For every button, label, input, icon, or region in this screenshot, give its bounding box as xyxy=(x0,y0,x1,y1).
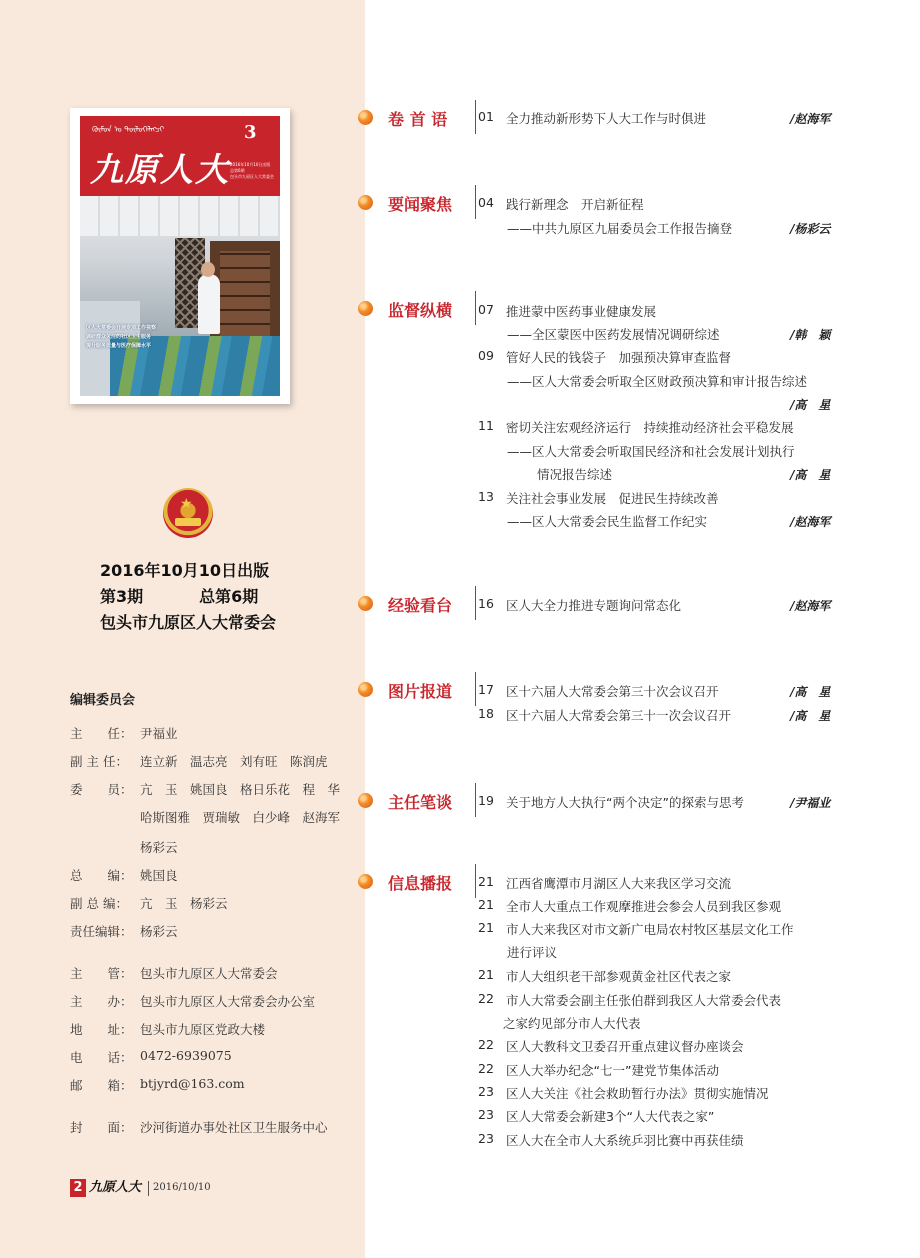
entry-subtitle: ——区人大常委会听取全区财政预决算和审计报告综述 xyxy=(507,374,808,389)
entry-author: /赵海军 xyxy=(790,112,831,126)
entry-title: 市人大常委会副主任张伯群到我区人大常委会代表 xyxy=(506,993,782,1008)
section-name: 要闻聚焦 xyxy=(388,195,453,214)
entry-title: 区十六届人大常委会第三十次会议召开 xyxy=(506,684,719,699)
footer-title: 九原人大 xyxy=(89,1180,142,1195)
cover-meta-line: 2016年10月10日出版 xyxy=(230,162,271,167)
toc-entry[interactable] xyxy=(478,348,838,366)
entry-title: 区人大教科文卫委召开重点建议督办座谈会 xyxy=(506,1039,744,1054)
entry-page: 23 xyxy=(478,1131,494,1146)
entry-title: 践行新理念 开启新征程 xyxy=(506,197,644,212)
toc-entry[interactable] xyxy=(478,1107,838,1125)
cover-meta-line: 总第6期 xyxy=(230,168,245,173)
entry-subtitle: ——区人大常委会听取国民经济和社会发展计划执行 xyxy=(507,444,795,459)
entry-subtitle: ——中共九原区九届委员会工作报告摘登 xyxy=(507,221,733,236)
entry-title: 市人大来我区对市文新广电局农村牧区基层文化工作 xyxy=(506,922,794,937)
entry-title: 市人大组织老干部参观黄金社区代表之家 xyxy=(506,969,732,984)
toc-entry[interactable] xyxy=(478,1131,838,1149)
entry-page: 04 xyxy=(478,195,494,210)
entry-page: 11 xyxy=(478,418,494,433)
cover-header xyxy=(80,116,280,196)
entry-page: 22 xyxy=(478,1061,494,1076)
toc-entry[interactable] xyxy=(478,793,838,811)
bullet-icon xyxy=(358,596,373,611)
entry-author: /赵海军 xyxy=(790,515,831,529)
entry-title: 密切关注宏观经济运行 持续推动经济社会平稳发展 xyxy=(506,420,794,435)
section-name: 经验看台 xyxy=(388,596,453,615)
entry-author: /高 星 xyxy=(790,709,831,723)
toc-entry[interactable] xyxy=(478,302,838,320)
total-issue-number: 总第6期 xyxy=(199,587,259,606)
toc-entry[interactable] xyxy=(478,109,838,127)
entry-title: 管好人民的钱袋子 加强预决算审查监督 xyxy=(506,350,732,365)
toc-entry[interactable] xyxy=(478,1084,838,1102)
entry-title: 关注社会事业发展 促进民生持续改善 xyxy=(506,491,719,506)
publication-date: 2016年10月10日出版 xyxy=(100,561,270,580)
entry-page: 19 xyxy=(478,793,494,808)
entry-page: 16 xyxy=(478,596,494,611)
bullet-icon xyxy=(358,301,373,316)
entry-page: 18 xyxy=(478,706,494,721)
entry-page: 13 xyxy=(478,489,494,504)
entry-title: 区人大关注《社会救助暂行办法》贯彻实施情况 xyxy=(506,1086,769,1101)
entry-page: 07 xyxy=(478,302,494,317)
entry-author: /杨彩云 xyxy=(790,222,831,236)
entry-title: 关于地方人大执行“两个决定”的探索与思考 xyxy=(506,795,744,810)
toc-entry[interactable] xyxy=(478,195,838,213)
entry-page: 09 xyxy=(478,348,494,363)
cover-photo-caption xyxy=(86,324,266,351)
section-divider xyxy=(475,586,476,620)
left-panel: ᠬᠦᠮᠦᠨ ᠤ ᠲᠥᠯᠦᠭᠡᠯᠡᠭᠴᠢ 九原人大 3 2016年10月10日出版 总第6期 包头市九原区人大常委会 区人大常委会开展专项工作视察 调研群众关注的社区卫生服务 提升服务质量与医疗保障水平 ★ 2016年10月10日出版 第3期 总第6期 包头市九原区人大常委会 编辑委员会 主 任： 尹福业 副 主 任： 连立新 温志亮 刘有旺 陈润虎 委 员： 亢 玉 姚国良 格日乐花 程 华 哈斯图雅 贾瑞敏 白少峰 赵海军 杨彩云 总 编： 姚国良 副 总 编： 亢 玉 杨彩云 责任编辑： 杨彩云 主 管： 包头市九原区人大常委会 主 办： 包头市九原区人大常委会办公室 地 址： 包头市九原区党政大楼 电 话： 0472-6939075 邮 箱： btjyrd@163.com 封 面： 沙河街道办事处社区卫生服务中心 2 九原人大 2016/10/10 xyxy=(0,0,365,1258)
entry-page: 17 xyxy=(478,682,494,697)
section-name: 主任笔谈 xyxy=(388,793,453,812)
toc-entry[interactable] xyxy=(478,418,838,436)
entry-page: 21 xyxy=(478,874,494,889)
section-divider xyxy=(475,100,476,134)
entry-author: /韩 颖 xyxy=(790,328,831,342)
entry-title: 全市人大重点工作观摩推进会参会人员到我区参观 xyxy=(506,899,782,914)
toc-entry[interactable] xyxy=(478,874,838,892)
cover-title: 九原人大 xyxy=(90,150,230,189)
entry-title: 江西省鹰潭市月湖区人大来我区学习交流 xyxy=(506,876,732,891)
national-emblem-icon: ★ xyxy=(163,488,213,538)
magazine-cover xyxy=(70,108,290,404)
entry-author: /高 星 xyxy=(790,685,831,699)
cover-photo xyxy=(80,196,280,396)
bullet-icon xyxy=(358,874,373,889)
entry-author: /赵海军 xyxy=(790,599,831,613)
bullet-icon xyxy=(358,793,373,808)
toc-entry[interactable] xyxy=(478,682,838,700)
toc-entry[interactable] xyxy=(478,897,838,915)
cover-issue-number: 3 xyxy=(244,122,257,143)
entry-subtitle-cont: 情况报告综述 xyxy=(537,467,613,482)
toc-entry[interactable] xyxy=(478,920,838,938)
publication-issue xyxy=(100,584,320,607)
entry-title: 推进蒙中医药事业健康发展 xyxy=(506,304,657,319)
issue-number: 第3期 xyxy=(100,587,144,606)
section-name: 监督纵横 xyxy=(388,301,453,320)
entry-title: 区人大常委会新建3个“人大代表之家” xyxy=(506,1109,715,1124)
committee-title: 编辑委员会 xyxy=(70,693,136,708)
entry-page: 23 xyxy=(478,1084,494,1099)
entry-title: 区人大举办纪念“七一”建党节集体活动 xyxy=(506,1063,719,1078)
footer-page-number: 2 xyxy=(70,1179,86,1197)
section-divider xyxy=(475,185,476,219)
entry-title-cont: 进行评议 xyxy=(507,945,558,960)
entry-page: 21 xyxy=(478,920,494,935)
section-name: 信息播报 xyxy=(388,874,453,893)
entry-page: 23 xyxy=(478,1107,494,1122)
cover-caption-line: 调研群众关注的社区卫生服务 xyxy=(86,334,152,340)
toc-entry[interactable] xyxy=(478,489,838,507)
entry-subtitle: ——区人大常委会民生监督工作纪实 xyxy=(507,514,708,529)
toc-entry[interactable] xyxy=(478,991,838,1009)
cover-caption-line: 提升服务质量与医疗保障水平 xyxy=(86,343,152,349)
entry-title: 全力推动新形势下人大工作与时俱进 xyxy=(506,111,707,126)
entry-title: 区人大在全市人大系统乒羽比赛中再获佳绩 xyxy=(506,1133,744,1148)
entry-subtitle: ——全区蒙医中医药发展情况调研综述 xyxy=(507,327,720,342)
toc-entry[interactable] xyxy=(478,706,838,724)
bullet-icon xyxy=(358,110,373,125)
toc-entry[interactable] xyxy=(478,1037,838,1055)
entry-author: /高 星 xyxy=(790,468,831,482)
entry-title: 区人大全力推进专题询问常态化 xyxy=(506,598,682,613)
entry-page: 21 xyxy=(478,897,494,912)
entry-page: 22 xyxy=(478,1037,494,1052)
entry-page: 22 xyxy=(478,991,494,1006)
publication-org: 包头市九原区人大常委会 xyxy=(100,613,277,632)
toc-entry[interactable] xyxy=(478,967,838,985)
cover-mongolian-title: ᠬᠦᠮᠦᠨ ᠤ ᠲᠥᠯᠦᠭᠡᠯᠡᠭᠴᠢ xyxy=(92,125,165,134)
cover-meta-line: 包头市九原区人大常委会 xyxy=(230,174,274,179)
section-divider xyxy=(475,864,476,898)
cover-meta xyxy=(230,162,276,180)
entry-page: 21 xyxy=(478,967,494,982)
section-divider xyxy=(475,291,476,325)
section-name: 图片报道 xyxy=(388,682,453,701)
section-divider xyxy=(475,783,476,817)
section-divider xyxy=(475,672,476,706)
bullet-icon xyxy=(358,682,373,697)
toc-entry[interactable] xyxy=(478,596,838,614)
entry-title: 区十六届人大常委会第三十一次会议召开 xyxy=(506,708,732,723)
entry-page: 01 xyxy=(478,109,494,124)
entry-author: /高 星 xyxy=(790,398,831,412)
entry-author: /尹福业 xyxy=(790,796,831,810)
bullet-icon xyxy=(358,195,373,210)
toc-entry[interactable] xyxy=(478,1061,838,1079)
entry-title-cont: 之家约见部分市人大代表 xyxy=(503,1016,641,1031)
footer-separator xyxy=(148,1181,149,1196)
cover-caption-line: 区人大常委会开展专项工作视察 xyxy=(86,325,157,331)
section-name: 卷 首 语 xyxy=(388,110,448,129)
footer-date: 2016/10/10 xyxy=(153,1182,211,1193)
